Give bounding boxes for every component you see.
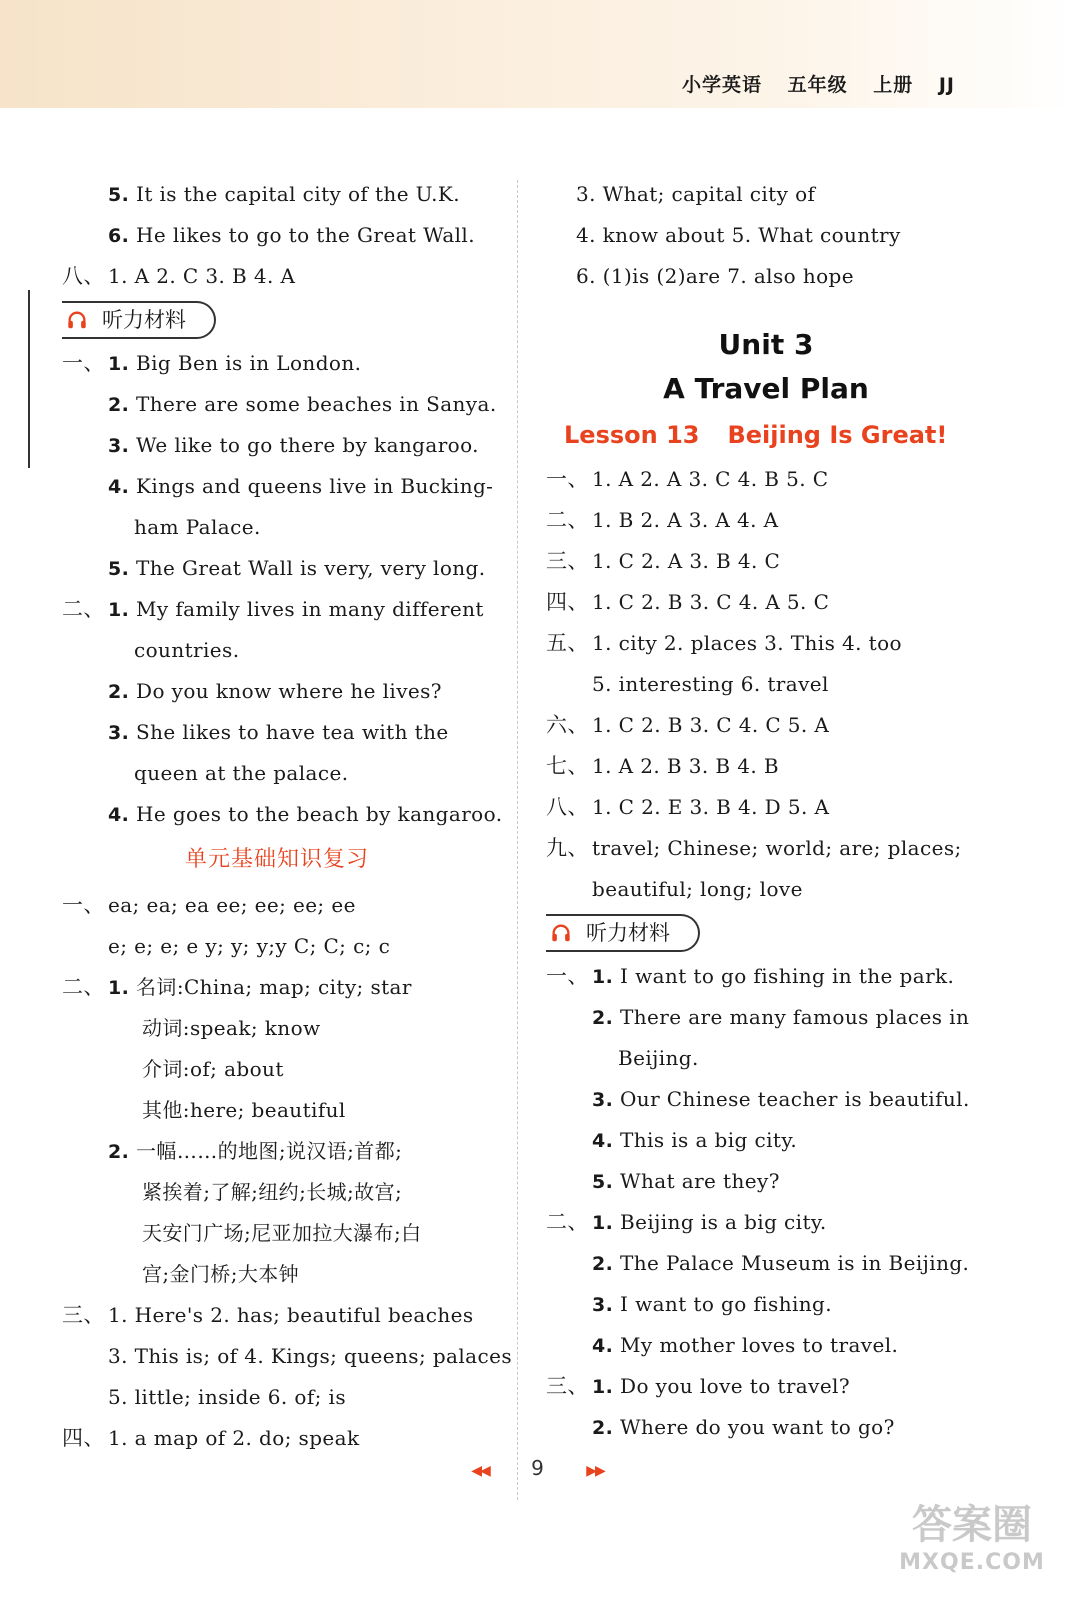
answer-line: beautiful; long; love xyxy=(592,877,803,901)
lesson-number: Lesson 13 xyxy=(564,421,700,449)
header-grade: 五年级 xyxy=(787,74,848,96)
answer-line: 紧挨着;了解;纽约;长城;故宫; xyxy=(142,1180,403,1204)
answer-line: 天安门广场;尼亚加拉大瀑布;白 xyxy=(142,1221,422,1245)
answer-line: 动词:speak; know xyxy=(142,1016,321,1040)
column-divider xyxy=(517,180,518,1500)
unit-subtitle: A Travel Plan xyxy=(663,372,869,405)
answer-line: 4. know about 5. What country xyxy=(576,223,901,247)
left-column xyxy=(62,174,512,1459)
listening-section-2: 二、 1. Beijing is a big city. xyxy=(546,1210,827,1234)
answer-line: 6. (1)is (2)are 7. also hope xyxy=(576,264,854,288)
review-title: 单元基础知识复习 xyxy=(184,847,369,872)
answer-line: 宫;金门桥;大本钟 xyxy=(142,1262,300,1286)
answer-line: 2. The Palace Museum is in Beijing. xyxy=(592,1251,970,1275)
unit-title: Unit 3 xyxy=(718,328,814,361)
header-edition: JJ xyxy=(938,74,955,96)
answer-line: 4. He goes to the beach by kangaroo. xyxy=(108,802,503,826)
answer-line: 二、 1. B 2. A 3. A 4. A xyxy=(546,508,779,532)
review-section-2: 二、 1. 名词:China; map; city; star xyxy=(62,975,412,999)
answer-line: 3. What; capital city of xyxy=(576,182,816,206)
answer-line: 2. There are many famous places in xyxy=(592,1005,970,1029)
answer-line: 四、 1. C 2. B 3. C 4. A 5. C xyxy=(546,590,830,614)
answer-line: e; e; e; e y; y; y;y C; C; c; c xyxy=(108,934,391,958)
answer-line: 一、 1. A 2. A 3. C 4. B 5. C xyxy=(546,467,829,491)
answer-line: 3. She likes to have tea with the xyxy=(108,720,449,744)
answer-line: 六、 1. C 2. B 3. C 4. C 5. A xyxy=(546,713,830,737)
listening-section-1: 一、 1. I want to go fishing in the park. xyxy=(546,964,955,988)
review-section-4: 四、 1. a map of 2. do; speak xyxy=(62,1426,360,1450)
answer-line: 6. He likes to go to the Great Wall. xyxy=(108,223,475,247)
answer-line: 3. This is; of 4. Kings; queens; palaces xyxy=(108,1344,512,1368)
review-section-1: 一、 ea; ea; ea ee; ee; ee; ee xyxy=(62,893,356,917)
listening-label: 听力材料 xyxy=(586,921,670,945)
watermark-text: 答案圈 xyxy=(912,1502,1032,1548)
right-column xyxy=(546,174,986,1448)
watermark-logo xyxy=(887,1500,1057,1592)
answer-line: 5. What are they? xyxy=(592,1169,780,1193)
answer-line: 4. Kings and queens live in Bucking- xyxy=(108,474,494,498)
answer-line: 九、 travel; Chinese; world; are; places; xyxy=(546,836,962,860)
answer-line: 5. The Great Wall is very, very long. xyxy=(108,556,486,580)
answer-line: countries. xyxy=(134,638,240,662)
header-subject: 小学英语 xyxy=(681,74,762,96)
prev-arrows-icon: ◀◀ xyxy=(471,1463,489,1479)
answer-line: 3. We like to go there by kangaroo. xyxy=(108,433,479,457)
answer-line: 5. little; inside 6. of; is xyxy=(108,1385,347,1409)
headphones-icon xyxy=(66,309,88,331)
next-arrows-icon: ▶▶ xyxy=(586,1463,604,1479)
lesson-heading xyxy=(546,411,986,459)
listening-section-3: 三、 1. Do you love to travel? xyxy=(546,1374,850,1398)
watermark-url: MXQE.COM xyxy=(899,1550,1045,1575)
answer-line: 3. Our Chinese teacher is beautiful. xyxy=(592,1087,970,1111)
listening-badge xyxy=(546,914,700,952)
answer-line: 4. This is a big city. xyxy=(592,1128,798,1152)
answer-line: ham Palace. xyxy=(134,515,261,539)
spacer xyxy=(546,297,986,323)
book-header xyxy=(664,70,955,97)
answer-line: queen at the palace. xyxy=(134,761,349,785)
listening-label: 听力材料 xyxy=(102,308,186,332)
listening-section-2: 二、 1. My family lives in many different xyxy=(62,597,484,621)
listening-section-1: 一、 1. Big Ben is in London. xyxy=(62,351,362,375)
page-footer xyxy=(0,1456,1075,1480)
headphones-icon xyxy=(550,922,572,944)
margin-bar xyxy=(28,290,30,468)
listening-badge xyxy=(62,301,216,339)
answer-line: Beijing. xyxy=(618,1046,699,1070)
answer-line: 五、 1. city 2. places 3. This 4. too xyxy=(546,631,902,655)
answer-line: 5. interesting 6. travel xyxy=(592,672,829,696)
answer-line: 5. It is the capital city of the U.K. xyxy=(108,182,460,206)
answer-line: 介词:of; about xyxy=(142,1057,284,1081)
lesson-title: Beijing Is Great! xyxy=(727,421,948,449)
answer-line: 3. I want to go fishing. xyxy=(592,1292,833,1316)
answer-line: 三、 1. C 2. A 3. B 4. C xyxy=(546,549,781,573)
answer-line: 2. There are some beaches in Sanya. xyxy=(108,392,497,416)
answer-line: 八、 1. C 2. E 3. B 4. D 5. A xyxy=(546,795,830,819)
answer-line: 2. 一幅……的地图;说汉语;首都; xyxy=(108,1139,403,1163)
review-section-3: 三、 1. Here's 2. has; beautiful beaches xyxy=(62,1303,474,1327)
header-volume: 上册 xyxy=(873,74,914,96)
page-number: 9 xyxy=(531,1456,544,1480)
answer-line: 4. My mother loves to travel. xyxy=(592,1333,899,1357)
answer-line: 其他:here; beautiful xyxy=(142,1098,346,1122)
answer-line: 2. Where do you want to go? xyxy=(592,1415,895,1439)
answer-line: 七、 1. A 2. B 3. B 4. B xyxy=(546,754,779,778)
answer-line: 2. Do you know where he lives? xyxy=(108,679,442,703)
section-8-answers: 八、 1. A 2. C 3. B 4. A xyxy=(62,264,296,288)
